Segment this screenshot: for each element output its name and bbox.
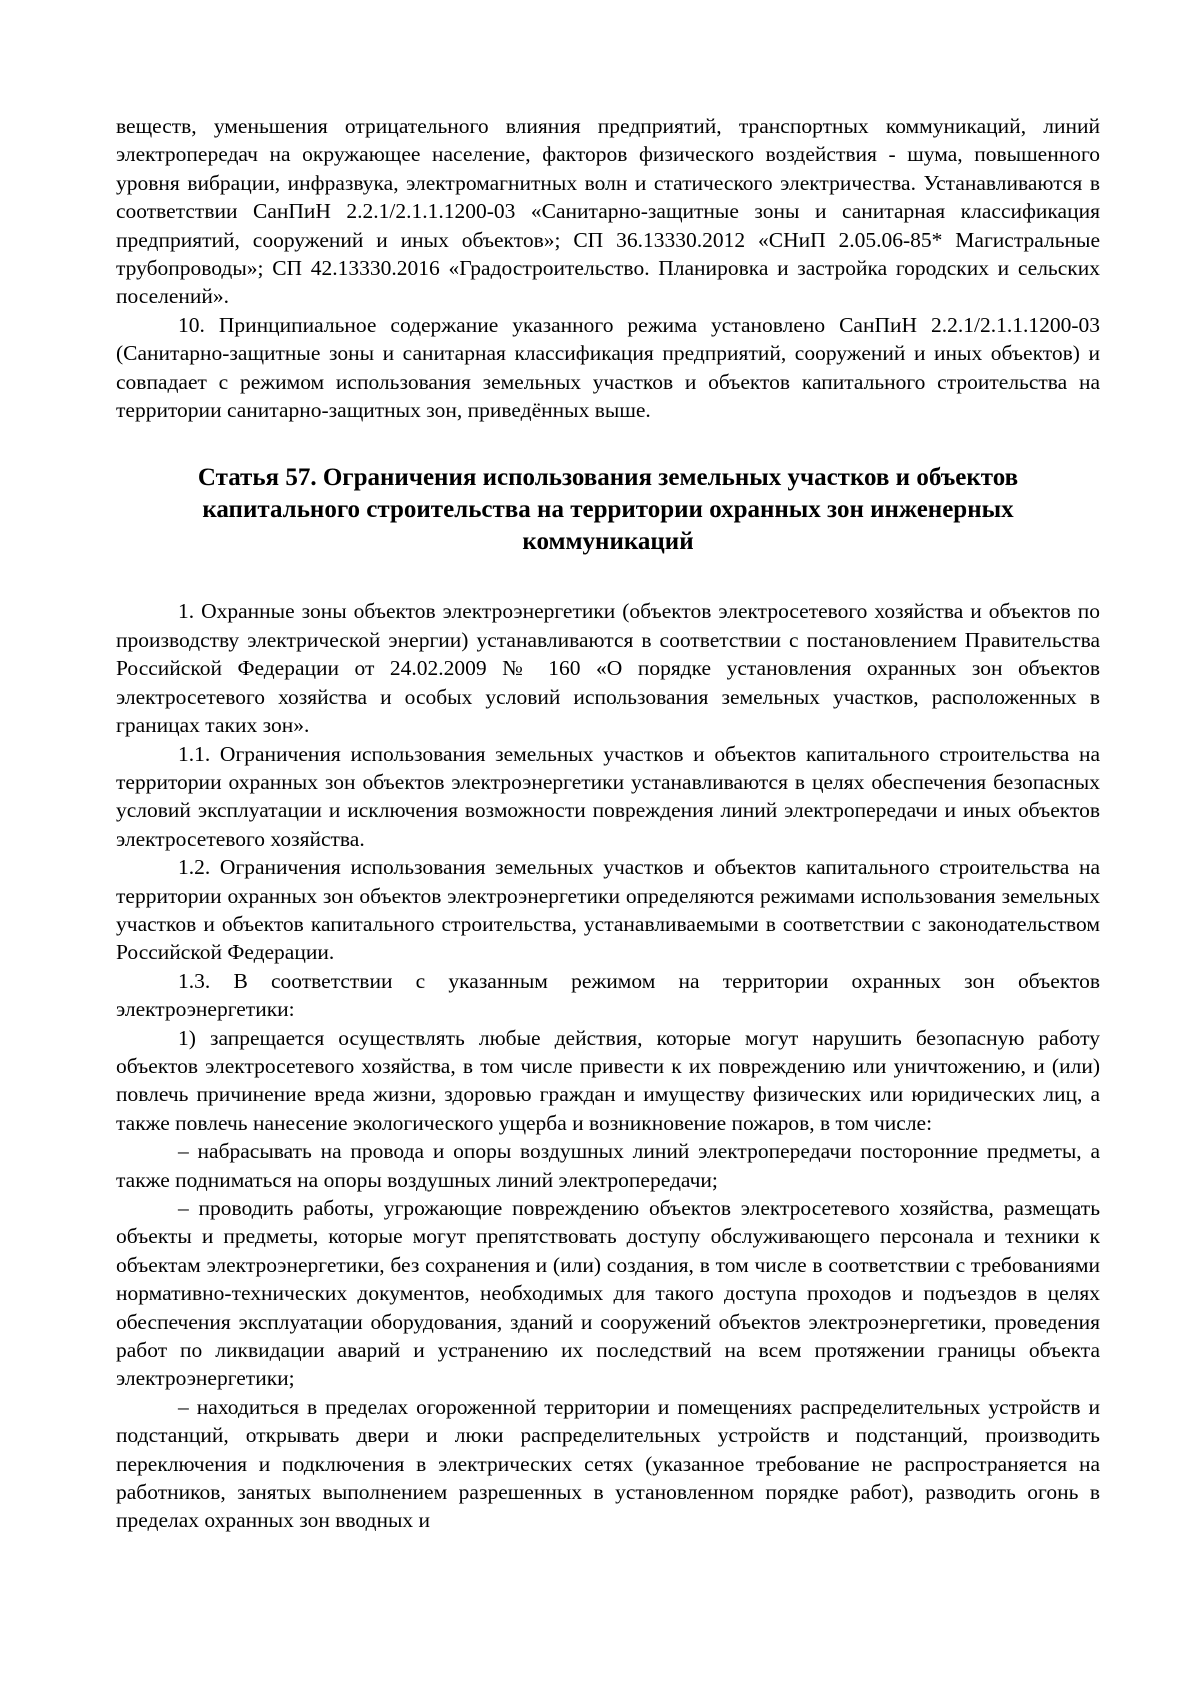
paragraph-subitem-1: 1) запрещается осуществлять любые действия, которые могут нарушить безопасную работу объектов электросетевого хозяйства, в том числе привести к их повреждению или уничтожению, и (или) повлечь причинение вреда жизни, здоровью граждан и имуществу физических или юридических лиц, а также повлечь нанесение экологического ущерба и возникновение пожаров, в том числе: bbox=[116, 1025, 1100, 1135]
paragraph-item-1-3: 1.3. В соответствии с указанным режимом на территории охранных зон объектов электроэнергетики: bbox=[116, 968, 1100, 1022]
paragraph-item-1-2: 1.2. Ограничения использования земельных участков и объектов капитального строительства на территории охранных зон объектов электроэнергетики определяются режимами использования земельных участков и объектов капитального строительства, устанавливаемыми в соответствии с законодательством Российской Федерации. bbox=[116, 855, 1100, 965]
paragraph-item-1-1: 1.1. Ограничения использования земельных участков и объектов капитального строительства на территории охранных зон объектов электроэнергетики устанавливаются в целях обеспечения безопасных условий эксплуатации и исключения возможности повреждения линий электропередачи и иных объектов электросетевого хозяйства. bbox=[116, 741, 1100, 851]
paragraph-dash-1: – набрасывать на провода и опоры воздушных линий электропередачи посторонние предметы, а также подниматься на опоры воздушных линий электропередачи; bbox=[116, 1139, 1100, 1192]
paragraph-dash-2: – проводить работы, угрожающие повреждению объектов электросетевого хозяйства, размещать объекты и предметы, которые могут препятствовать доступу обслуживающего персонала и техники к объектам электроэнергетики, без сохранения и (или) создания, в том числе в соответствии с требованиями нормативно-технических документов, необходимых для такого доступа проходов и подъездов в целях обеспечения эксплуатации оборудования, зданий и сооружений объектов электроэнергетики, проведения работ по ликвидации аварий и устранению их последствий на всем протяжении границы объекта электроэнергетики; bbox=[116, 1196, 1100, 1391]
continuation-paragraph: веществ, уменьшения отрицательного влияния предприятий, транспортных коммуникаций, линий электропередач на окружающее население, факторов физического воздействия - шума, повышенного уровня вибрации, инфразвука, электромагнитных волн и статического электричества. Устанавливаются в соответствии СанПиН 2.2.1/2.1.1.1200-03 «Санитарно-защитные зоны и санитарная классификация предприятий, сооружений и иных объектов»; СП 36.13330.2012 «СНиП 2.05.06-85* Магистральные трубопроводы»; СП 42.13330.2016 «Градостроительство. Планировка и застройка городских и сельских поселений». bbox=[116, 114, 1100, 309]
paragraph-item-1: 1. Охранные зоны объектов электроэнергетики (объектов электросетевого хозяйства и объектов по производству электрической энергии) устанавливаются в соответствии с постановлением Правительства Российской Федерации от 24.02.2009 № 160 «О порядке установления охранных зон объектов электросетевого хозяйства и особых условий использования земельных участков, расположенных в границах таких зон». bbox=[116, 599, 1100, 738]
document-page bbox=[116, 112, 1100, 1535]
paragraph-item-10: 10. Принципиальное содержание указанного режима установлено СанПиН 2.2.1/2.1.1.1200-03 (Санитарно-защитные зоны и санитарная классификация предприятий, сооружений и иных объектов) и совпадает с режимом использования земельных участков и объектов капитального строительства на территории санитарно-защитных зон, приведённых выше. bbox=[116, 312, 1100, 423]
article-title: Статья 57. Ограничения использования земельных участков и объектов капитального строительства на территории охранных зон инженерных коммуникаций bbox=[197, 464, 1019, 556]
article-heading-block bbox=[116, 462, 1100, 558]
paragraph-dash-3: – находиться в пределах огороженной территории и помещениях распределительных устройств и подстанций, открывать двери и люки распределительных устройств и подстанций, производить переключения и подключения в электрических сетях (указанное требование не распространяется на работников, занятых выполнением разрешенных в установленном порядке работ), разводить огонь в пределах охранных зон вводных и bbox=[116, 1394, 1100, 1533]
